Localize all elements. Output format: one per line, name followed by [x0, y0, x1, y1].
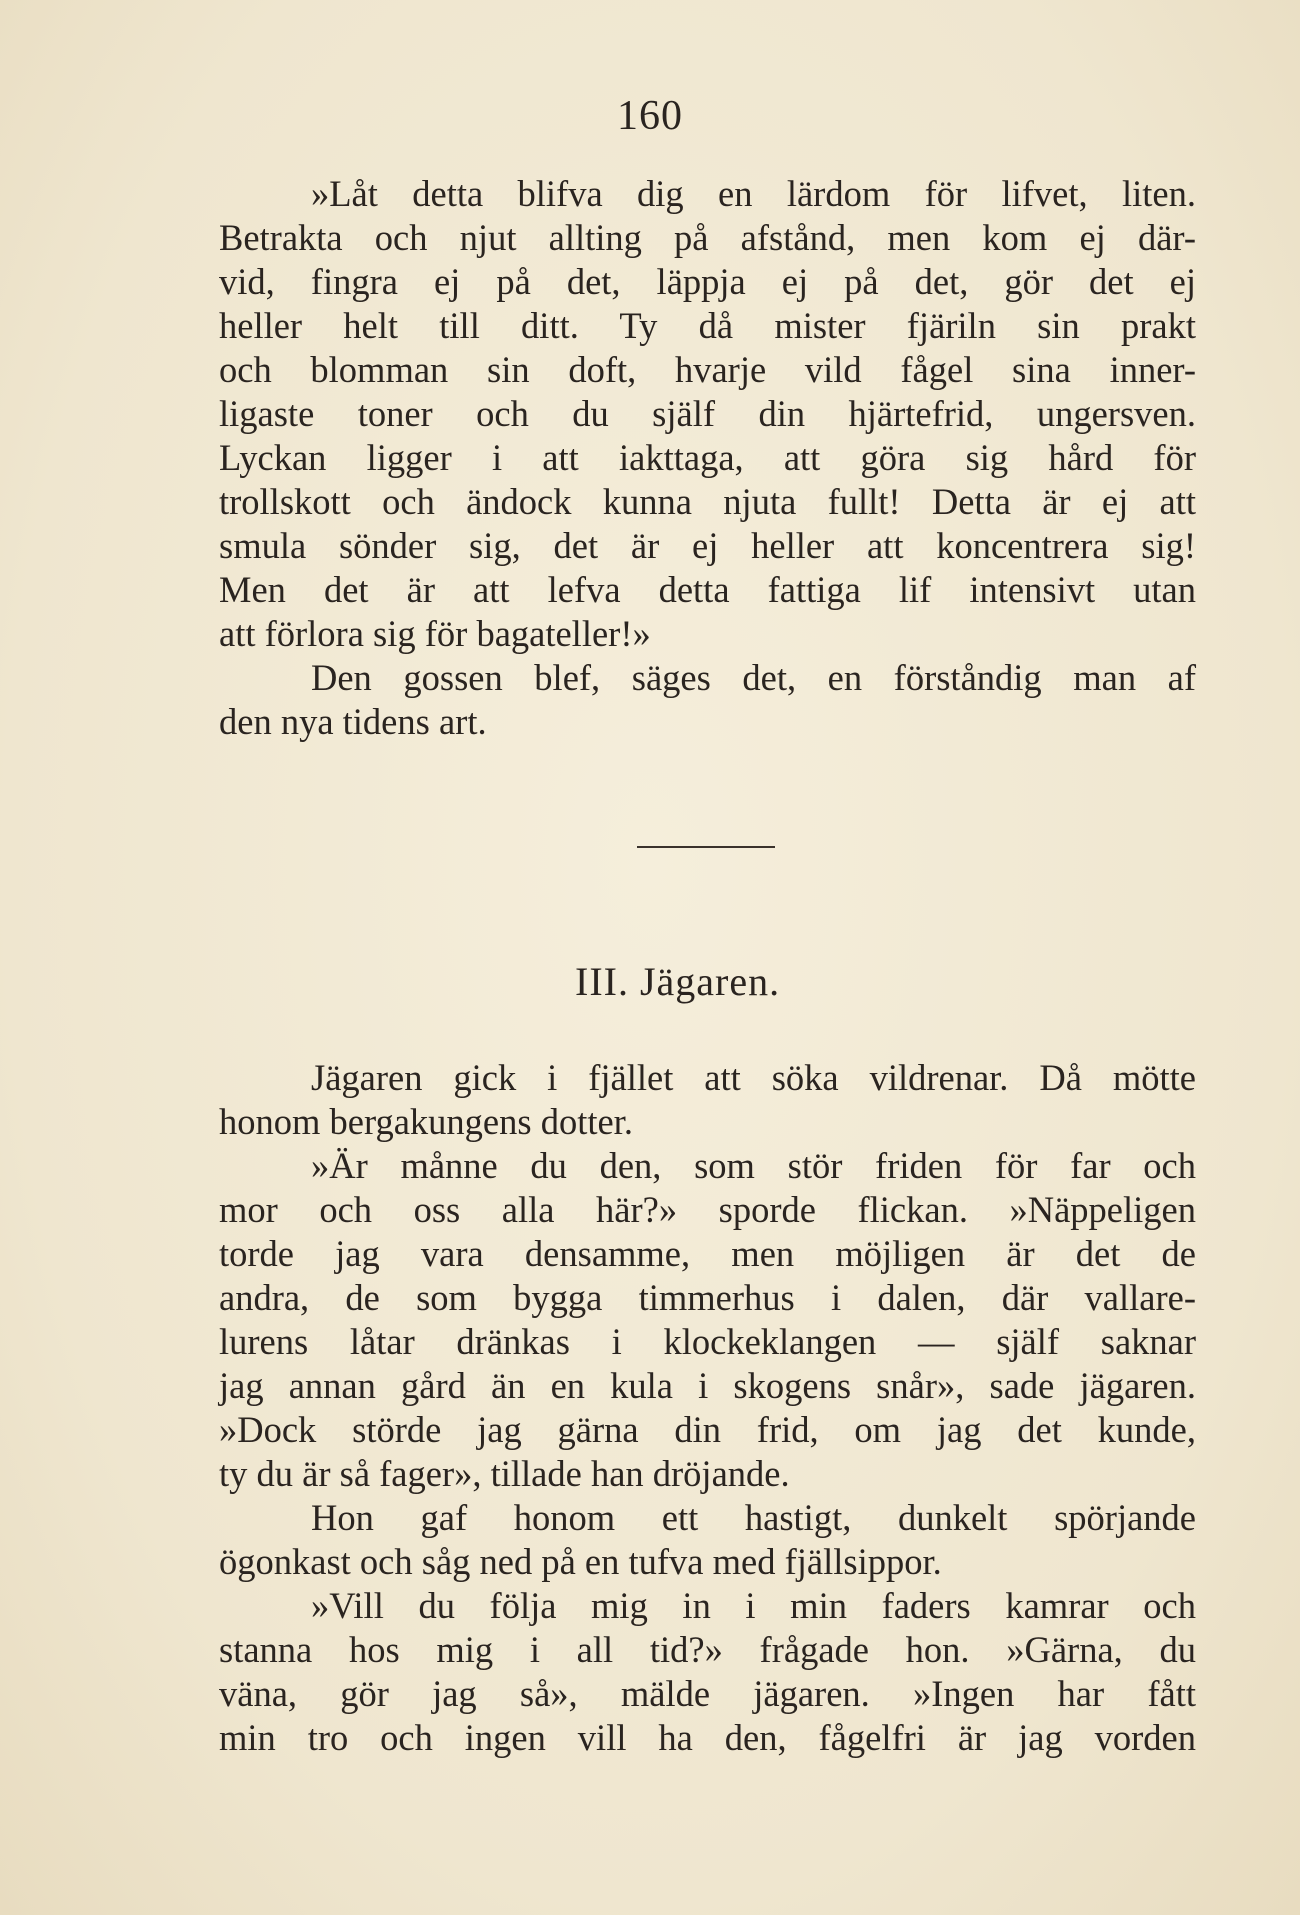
text-line: mor och oss alla här?» sporde flickan. »Näppeligen	[219, 1189, 1196, 1230]
text-line: den nya tidens art.	[219, 701, 487, 742]
text-line: andra, de som bygga timmerhus i dalen, där vallare-	[219, 1277, 1196, 1318]
text-line: stanna hos mig i all tid?» frågade hon. »Gärna, du	[219, 1629, 1196, 1670]
text-line: min tro och ingen vill ha den, fågelfri är jag vorden	[219, 1717, 1196, 1758]
text-line: ligaste toner och du själf din hjärtefrid, ungersven.	[219, 393, 1196, 434]
text-line: »Dock störde jag gärna din frid, om jag det kunde,	[219, 1409, 1196, 1450]
text-line: Men det är att lefva detta fattiga lif intensivt utan	[219, 569, 1196, 610]
chapter-heading: III. Jägaren.	[575, 959, 781, 1004]
text-line: »Låt detta blifva dig en lärdom för lifvet, liten.	[311, 173, 1196, 214]
text-line: att förlora sig för bagateller!»	[219, 613, 651, 654]
text-line: »Är månne du den, som stör friden för far och	[311, 1145, 1196, 1186]
text-line: »Vill du följa mig in i min faders kamrar och	[311, 1585, 1196, 1626]
text-line: trollskott och ändock kunna njuta fullt! Detta är ej att	[219, 481, 1196, 522]
text-line: Betrakta och njut allting på afstånd, men kom ej där-	[219, 217, 1196, 258]
text-line: lurens låtar dränkas i klockeklangen — själf saknar	[219, 1321, 1196, 1362]
text-line: smula sönder sig, det är ej heller att koncentrera sig!	[219, 525, 1196, 566]
text-line: ty du är så fager», tillade han dröjande.	[219, 1453, 790, 1494]
text-section-1	[219, 172, 1196, 744]
text-line: och blomman sin doft, hvarje vild fågel sina inner-	[219, 349, 1196, 390]
text-section-2	[219, 1056, 1196, 1760]
text-line: torde jag vara densamme, men möjligen är det de	[219, 1233, 1196, 1274]
text-line: honom bergakungens dotter.	[219, 1101, 633, 1142]
section-divider	[637, 846, 775, 848]
page-number: 160	[617, 93, 683, 139]
text-line: Hon gaf honom ett hastigt, dunkelt spörjande	[311, 1497, 1196, 1538]
text-line: väna, gör jag så», mälde jägaren. »Ingen har fått	[219, 1673, 1196, 1714]
text-line: vid, fingra ej på det, läppja ej på det, gör det ej	[219, 261, 1196, 302]
text-line: heller helt till ditt. Ty då mister fjäriln sin prakt	[219, 305, 1196, 346]
text-line: Den gossen blef, säges det, en förståndig man af	[311, 657, 1196, 698]
text-line: Lyckan ligger i att iakttaga, att göra sig hård för	[219, 437, 1196, 478]
text-line: jag annan gård än en kula i skogens snår», sade jägaren.	[219, 1365, 1196, 1406]
text-line: ögonkast och såg ned på en tufva med fjällsippor.	[219, 1541, 942, 1582]
text-line: Jägaren gick i fjället att söka vildrenar. Då mötte	[311, 1057, 1196, 1098]
